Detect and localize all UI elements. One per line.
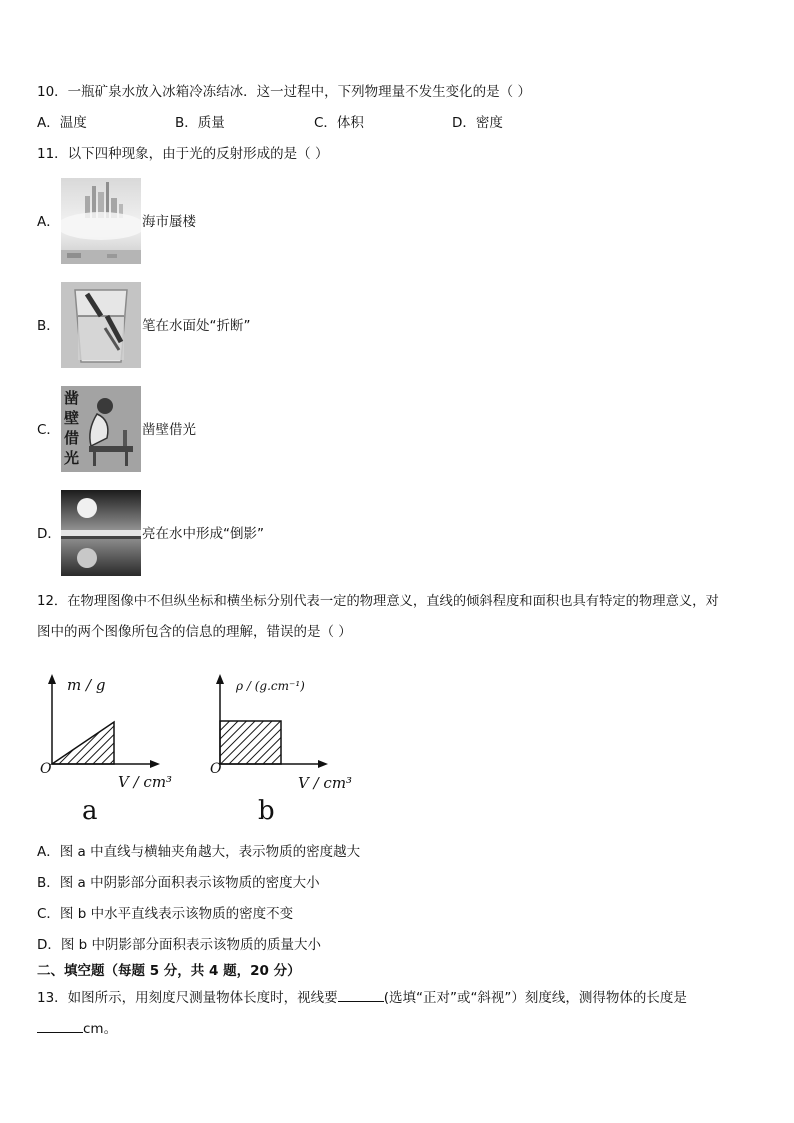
moon-reflection-image (61, 490, 141, 576)
section-2-title: 二、填空题（每题 5 分，共 4 题，20 分） (37, 963, 301, 979)
q11-option-c-letter: C． (37, 422, 60, 438)
q10-option-b: B．质量 (175, 115, 225, 131)
q12-stem-line2: 图中的两个图像所包含的信息的理解，错误的是（ ） (37, 624, 352, 640)
q11-option-c-text: 凿壁借光 (142, 422, 196, 438)
q11-option-a-text: 海市蜃楼 (142, 214, 196, 230)
q12-option-d: D．图 b 中阴影部分面积表示该物质的质量大小 (37, 937, 322, 953)
q13-unit: cm。 (83, 1021, 118, 1037)
q13-part1: 13．如图所示，用刻度尺测量物体长度时，视线要 (37, 990, 338, 1006)
mirage-image (61, 178, 141, 264)
graph-b-caption: b (258, 796, 275, 826)
poster-char-1: 凿 (64, 389, 80, 407)
graph-a-xlabel: V / cm³ (118, 773, 173, 791)
q12-stem-line1: 12．在物理图像中不但纵坐标和横坐标分别代表一定的物理意义，直线的倾斜程度和面积也具有特定的物理意义，对 (37, 594, 719, 609)
q10-option-a: A．温度 (37, 115, 87, 131)
q13-blank-1[interactable] (338, 987, 384, 1002)
q10-stem: 10．一瓶矿泉水放入冰箱冷冻结冰．这一过程中，下列物理量不发生变化的是（ ） (37, 84, 531, 100)
q10-option-c: C．体积 (314, 115, 364, 131)
q13-line2 (37, 1018, 117, 1039)
q13-line1 (37, 987, 687, 1008)
graph-b-ylabel: ρ / (g.cm⁻¹) (236, 679, 305, 693)
q12-option-c: C．图 b 中水平直线表示该物质的密度不变 (37, 906, 294, 922)
pencil-in-water-image (61, 282, 141, 368)
q12-option-b: B．图 a 中阴影部分面积表示该物质的密度大小 (37, 875, 320, 891)
q11-option-a-letter: A． (37, 214, 60, 230)
graph-a-caption: a (82, 796, 98, 826)
q10-option-d: D．密度 (452, 115, 503, 131)
poster-char-4: 光 (64, 449, 80, 467)
q11-option-d-letter: D． (37, 526, 61, 542)
q11-option-b-letter: B． (37, 318, 60, 334)
graph-b (210, 672, 353, 822)
chisel-wall-poster-image (61, 386, 141, 472)
q11-option-d-text: 亮在水中形成“倒影” (142, 526, 264, 542)
q11-stem: 11．以下四种现象，由于光的反射形成的是（ ） (37, 146, 329, 162)
graph-a-shaded-triangle (52, 722, 114, 764)
q11-option-b-text: 笔在水面处“折断” (142, 318, 251, 334)
q12-option-a: A．图 a 中直线与横轴夹角越大，表示物质的密度越大 (37, 844, 361, 860)
q13-blank-2[interactable] (37, 1018, 83, 1033)
graph-b-shaded-rect (220, 721, 281, 764)
graph-a (40, 672, 180, 822)
poster-char-2: 壁 (64, 409, 80, 427)
graph-b-origin: O (210, 761, 222, 777)
graph-b-xlabel: V / cm³ (298, 774, 353, 792)
graph-a-ylabel: m / g (67, 676, 106, 694)
poster-char-3: 借 (64, 429, 80, 447)
graph-a-origin: O (40, 761, 52, 777)
q13-part2: (选填“正对”或“斜视”）刻度线，测得物体的长度是 (383, 990, 687, 1006)
